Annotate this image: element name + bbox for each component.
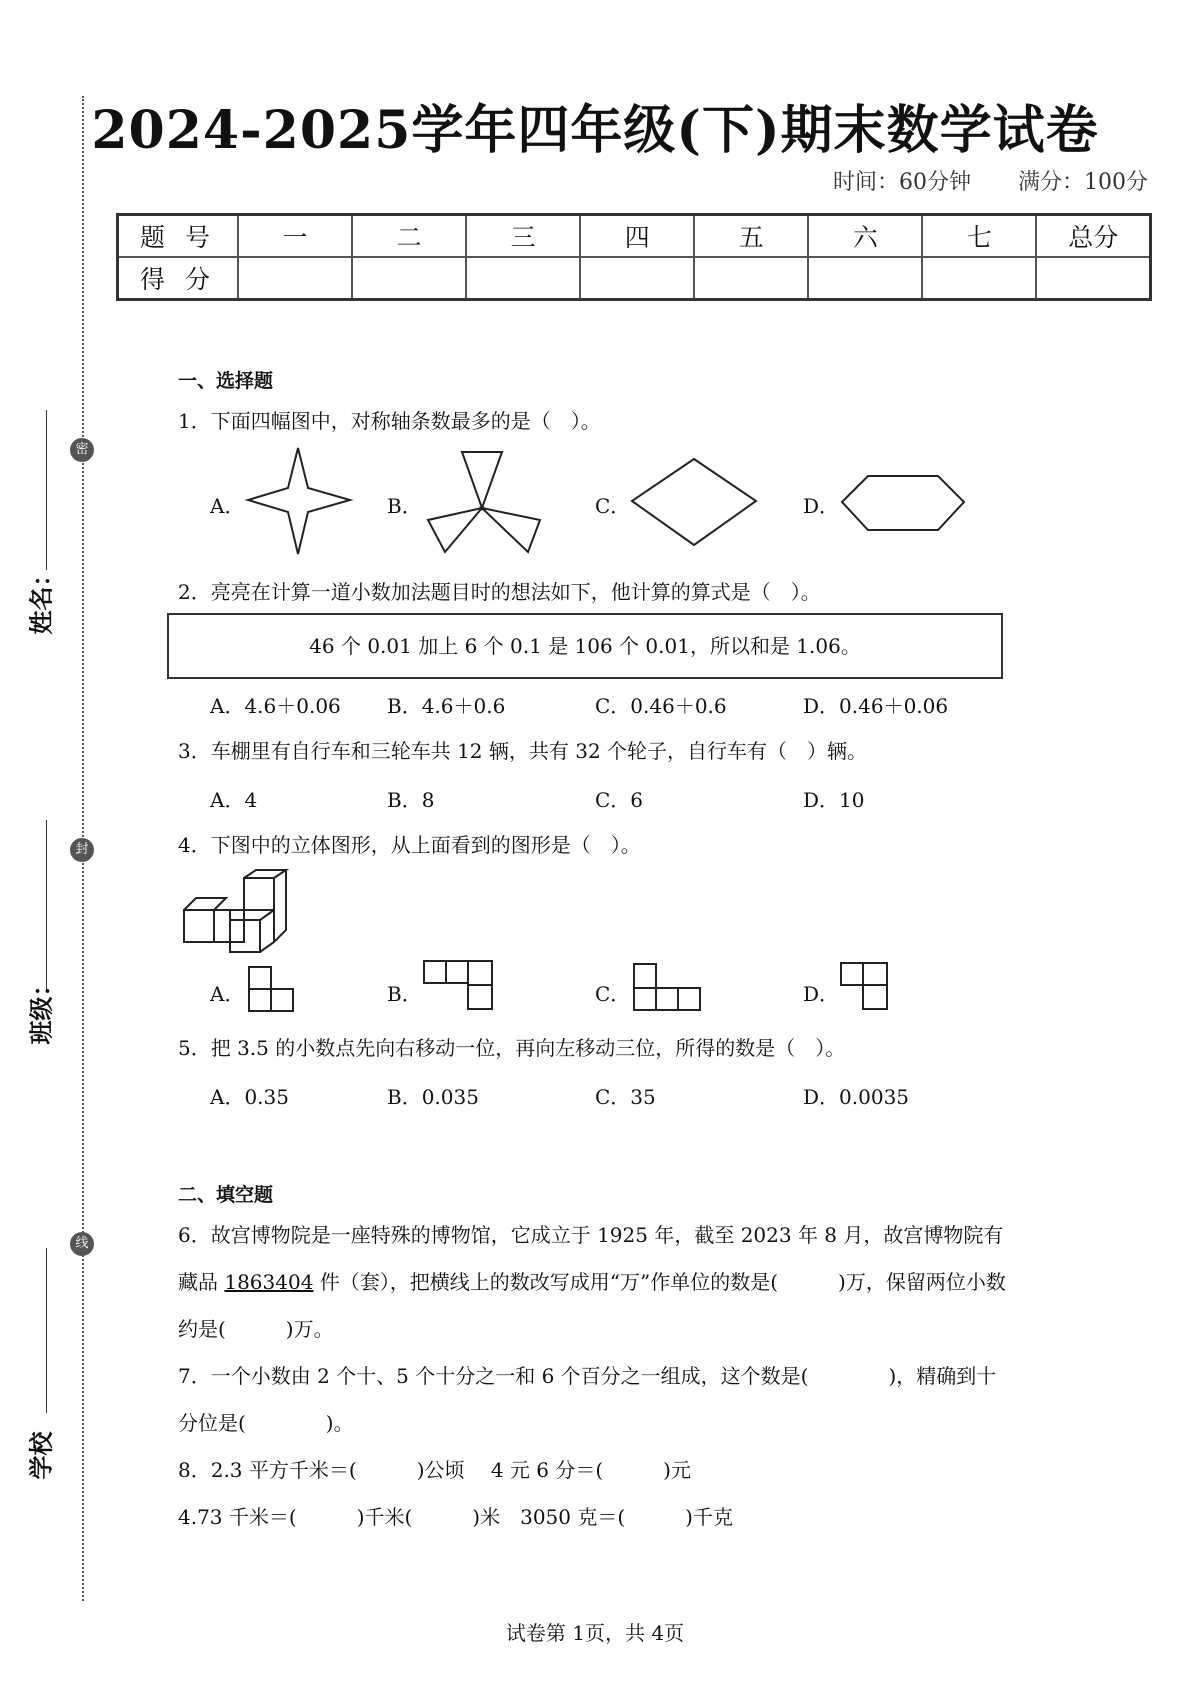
q4-option-b-label: B． bbox=[387, 982, 422, 1006]
score-cell[interactable] bbox=[808, 257, 922, 300]
question-5-text: 5．把 3.5 的小数点先向右移动一位，再向左移动三位，所得的数是（ ）。 bbox=[178, 1036, 846, 1060]
q4-option-d-label: D． bbox=[803, 982, 840, 1006]
top-view-a-figure bbox=[248, 966, 298, 1012]
q5-option-d[interactable]: D．0.0035 bbox=[803, 1085, 910, 1109]
score-row-label: 得 分 bbox=[118, 257, 239, 300]
section-heading-fill: 二、填空题 bbox=[178, 1184, 274, 1206]
question-6-line-3: 约是( )万。 bbox=[178, 1317, 334, 1341]
score-cell[interactable] bbox=[238, 257, 352, 300]
question-2-text: 2．亮亮在计算一道小数加法题目时的想法如下，他计算的算式是（ ）。 bbox=[178, 580, 821, 604]
score-value-row bbox=[118, 257, 1151, 300]
q2-option-a[interactable]: A．4.6＋0.06 bbox=[210, 694, 341, 718]
q5-option-a[interactable]: A．0.35 bbox=[210, 1085, 289, 1109]
score-header-cell: 六 bbox=[808, 215, 922, 258]
top-view-d-figure bbox=[840, 962, 890, 1012]
score-header-cell: 三 bbox=[466, 215, 580, 258]
top-view-c-figure bbox=[633, 963, 705, 1013]
time-info: 时间：60分钟 bbox=[833, 170, 971, 195]
q4-option-a-label: A． bbox=[210, 982, 245, 1006]
q3-option-b[interactable]: B．8 bbox=[387, 788, 435, 812]
cube-stack-figure bbox=[182, 868, 297, 958]
score-cell[interactable] bbox=[922, 257, 1036, 300]
name-label: 姓名： bbox=[27, 562, 56, 635]
q5-option-b[interactable]: B．0.035 bbox=[387, 1085, 479, 1109]
name-blank-line bbox=[46, 410, 47, 570]
question-4-text: 4．下图中的立体图形，从上面看到的图形是（ ）。 bbox=[178, 833, 641, 857]
seal-feng: 封 bbox=[70, 838, 94, 862]
score-cell[interactable] bbox=[580, 257, 694, 300]
q3-option-c[interactable]: C．6 bbox=[595, 788, 644, 812]
score-header-cell: 总分 bbox=[1036, 215, 1150, 258]
seal-mi: 密 bbox=[70, 438, 94, 462]
school-label: 学校 bbox=[27, 1431, 56, 1480]
question-1-text: 1．下面四幅图中，对称轴条数最多的是（ ）。 bbox=[178, 409, 601, 433]
q2-thought-box: 46 个 0.01 加上 6 个 0.1 是 106 个 0.01，所以和是 1.06。 bbox=[167, 613, 1003, 679]
question-8-line-1: 8．2.3 平方千米＝( )公顷 4 元 6 分＝( )元 bbox=[178, 1458, 691, 1482]
section-heading-choice: 一、选择题 bbox=[178, 370, 274, 392]
class-label: 班级： bbox=[27, 972, 56, 1045]
school-blank-line bbox=[46, 1248, 47, 1413]
q1-option-c-label: C． bbox=[595, 494, 631, 518]
question-6-line-2 bbox=[178, 1266, 1006, 1295]
q4-option-c-label: C． bbox=[595, 982, 631, 1006]
score-cell[interactable] bbox=[352, 257, 466, 300]
page-footer: 试卷第 1页，共 4页 bbox=[505, 1621, 685, 1645]
top-view-b-figure bbox=[423, 960, 499, 1010]
hexagon-figure bbox=[840, 474, 970, 534]
q5-option-c[interactable]: C．35 bbox=[595, 1085, 656, 1109]
exam-meta bbox=[793, 165, 1148, 196]
question-6-line-1: 6．故宫博物院是一座特殊的博物馆，它成立于 1925 年，截至 2023 年 8 月，故宫博物院有 bbox=[178, 1223, 1004, 1247]
score-header-cell: 二 bbox=[352, 215, 466, 258]
q6-underlined-number: 1863404 bbox=[224, 1270, 314, 1294]
score-cell[interactable] bbox=[1036, 257, 1150, 300]
three-triangle-pinwheel-figure bbox=[420, 450, 550, 560]
question-7-line-1: 7．一个小数由 2 个十、5 个十分之一和 6 个百分之一组成，这个数是( )，精确到十 bbox=[178, 1364, 997, 1388]
question-8-line-2: 4.73 千米＝( )千米( )米 3050 克＝( )千克 bbox=[178, 1505, 733, 1529]
class-blank-line bbox=[46, 820, 47, 990]
score-header-row bbox=[118, 215, 1151, 258]
question-3-text: 3．车棚里有自行车和三轮车共 12 辆，共有 32 个轮子，自行车有（ ）辆。 bbox=[178, 739, 868, 763]
q2-option-c[interactable]: C．0.46＋0.6 bbox=[595, 694, 727, 718]
question-7-line-2: 分位是( )。 bbox=[178, 1411, 354, 1435]
score-header-cell: 五 bbox=[694, 215, 808, 258]
page-title: 2024-2025学年四年级(下)期末数学试卷 bbox=[91, 100, 1099, 161]
q6-suffix: 件（套），把横线上的数改写成用“万”作单位的数是( )万，保留两位小数 bbox=[313, 1270, 1006, 1294]
q1-option-b-label: B． bbox=[387, 494, 422, 518]
four-point-star-figure bbox=[242, 442, 362, 562]
q1-option-d-label: D． bbox=[803, 494, 840, 518]
q2-option-b[interactable]: B．4.6＋0.6 bbox=[387, 694, 506, 718]
score-table bbox=[116, 213, 1152, 301]
seal-xian: 线 bbox=[70, 1232, 94, 1256]
score-header-cell: 四 bbox=[580, 215, 694, 258]
q1-option-a-label: A． bbox=[210, 494, 245, 518]
rhombus-figure bbox=[630, 455, 760, 555]
q3-option-a[interactable]: A．4 bbox=[210, 788, 258, 812]
score-header-cell: 题 号 bbox=[118, 215, 239, 258]
score-header-cell: 七 bbox=[922, 215, 1036, 258]
full-score-info: 满分：100分 bbox=[1018, 170, 1148, 195]
q3-option-d[interactable]: D．10 bbox=[803, 788, 865, 812]
score-header-cell: 一 bbox=[238, 215, 352, 258]
q2-option-d[interactable]: D．0.46＋0.06 bbox=[803, 694, 949, 718]
score-cell[interactable] bbox=[694, 257, 808, 300]
q6-prefix: 藏品 bbox=[178, 1270, 225, 1294]
score-cell[interactable] bbox=[466, 257, 580, 300]
